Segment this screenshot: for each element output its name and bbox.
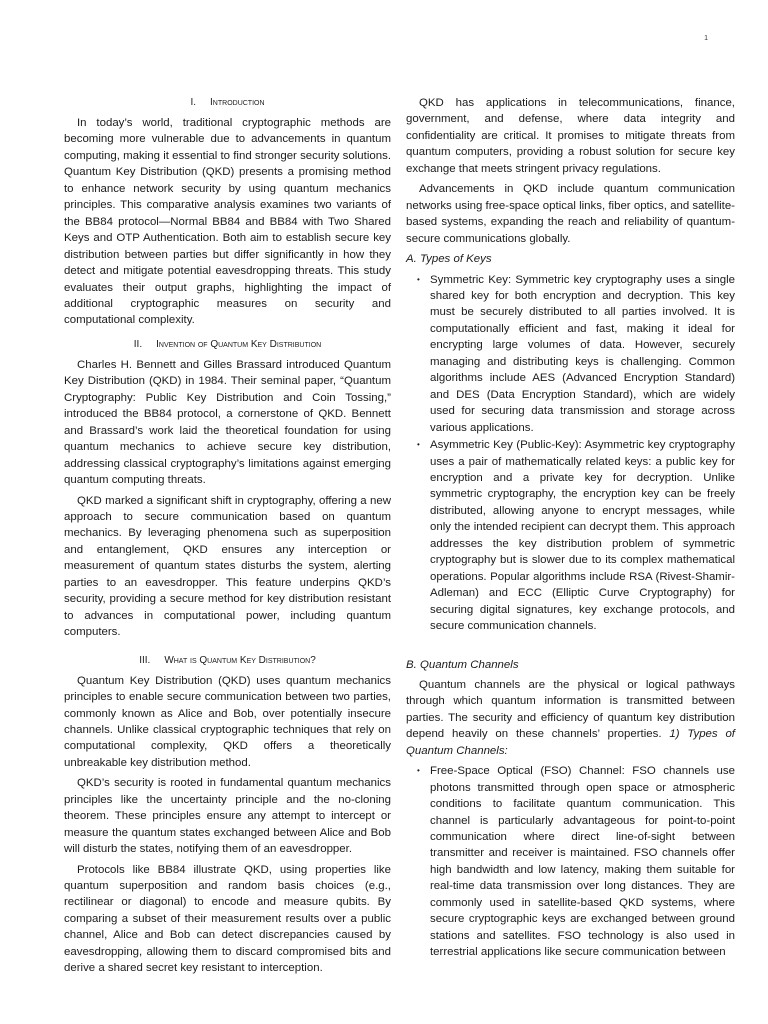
bullet-icon: • bbox=[417, 766, 420, 776]
spacer bbox=[406, 639, 735, 657]
list-item-text: Symmetric Key: Symmetric key cryptography uses a single shared key for both encryption and decryption. This key must be securely distributed to all parties involved. It is computationally efficient and fast, making it ideal for encrypting large volumes of data. However, securely managing and distributing keys is challenging. Common algorithms include AES (Advanced Encryption Standard) and DES (Data Encryption Standard), which are widely used for securing data transmission and storage across various applications. bbox=[430, 273, 735, 434]
bullet-list-keys bbox=[406, 272, 735, 635]
subsection-heading-types-of-keys: A. Types of Keys bbox=[406, 253, 492, 266]
list-item bbox=[406, 763, 735, 960]
paragraph: Protocols like BB84 illustrate QKD, using properties like quantum superposition and random basis choices (e.g., rectilinear or diagonal) to encode and measure qubits. By comparing a subset of their measurement results over a public channel, Alice and Bob can detect discrepancies caused by eavesdropping, allowing them to discard compromised bits and derive a shared secret key resistant to interception. bbox=[64, 863, 391, 975]
bullet-list-channels bbox=[406, 763, 735, 960]
list-item bbox=[406, 272, 735, 437]
list-item-text: Asymmetric Key (Public-Key): Asymmetric key cryptography uses a pair of mathematically related keys: a public key for encryption and a private key for decryption. Unlike symmetric cryptography, the encryption key can be freely distributed, allowing anyone to encrypt messages, while only the intended recipient can decrypt them. This approach addresses the key distribution problem of symmetric cryptography but is slower due to its complex mathematical operations. Popular algorithms include RSA (Rivest-Shamir-Adleman) and ECC (Elliptic Curve Cryptography) for securing digital signatures, key exchange protocols, and secure communication channels. bbox=[430, 439, 735, 633]
page-number: 1 bbox=[704, 35, 708, 42]
paragraph: Quantum Key Distribution (QKD) uses quantum mechanics principles to enable secure communication between two parties, commonly known as Alice and Bob, over potentially insecure channels. Unlike classical cryptographic techniques that rely on computational complexity, QKD offers a theoretically unbreakable key distribution method. bbox=[64, 674, 391, 769]
section-title: What is Quantum Key Distribution? bbox=[164, 654, 316, 666]
section-number: III. bbox=[139, 654, 151, 666]
left-column bbox=[64, 95, 391, 981]
bullet-icon: • bbox=[417, 440, 420, 450]
list-item-text: Free-Space Optical (FSO) Channel: FSO channels use photons transmitted through open space or atmospheric conditions to facilitate quantum communication. This channel is particularly advantageous for point-to-point communication where direct line-of-sight between transmitter and receiver is maintained. FSO channels offer high bandwidth and low latency, making them suitable for real-time data transmission over long distances. They are commonly used in satellite-based QKD systems, where secure cryptographic keys are exchanged between ground stations and satellites. FSO technology is also used in terrestrial applications like secure communication between bbox=[430, 765, 735, 959]
paragraph: Advancements in QKD include quantum communication networks using free-space optical links, fiber optics, and satellite-based systems, expanding the reach and reliability of quantum-secure communications globally. bbox=[406, 183, 735, 245]
section-number: I. bbox=[190, 97, 197, 108]
paragraph: Charles H. Bennett and Gilles Brassard introduced Quantum Key Distribution (QKD) in 1984. Their seminal paper, “Quantum Cryptography: Public Key Distribution and Coin Tossing,” introduced the BB84 protocol, a cornerstone of QKD. Bennett and Brassard’s work laid the theoretical foundation for using quantum mechanics to achieve secure key distribution, addressing classical cryptography’s limitations against emerging quantum computing threats. bbox=[64, 358, 391, 487]
section-heading-invention bbox=[64, 337, 391, 353]
section-number: II. bbox=[133, 338, 143, 350]
paragraph: QKD marked a significant shift in cryptography, offering a new approach to secure communication based on quantum mechanics. By leveraging phenomena such as superposition and entanglement, QKD ensures any interception or measurement of quantum states disturbs the system, alerting parties to an eavesdropper. This feature underpins QKD’s security, providing a secure method for key distribution resistant to advances in computational power, including quantum computers. bbox=[64, 494, 391, 639]
subsection-heading-quantum-channels: B. Quantum Channels bbox=[406, 658, 519, 671]
section-title: Invention of Quantum Key Distribution bbox=[156, 338, 322, 350]
section-heading-what-is-qkd bbox=[64, 653, 391, 669]
paragraph: QKD has applications in telecommunications, finance, government, and defense, where data integrity and confidentiality are critical. It promises to mitigate threats from quantum computers, providing a robust solution for secure key exchange that meets stringent privacy regulations. bbox=[406, 97, 735, 175]
section-title: Introduction bbox=[210, 97, 265, 108]
paragraph: In today’s world, traditional cryptographic methods are becoming more vulnerable due to advancements in quantum computing, making it essential to find stronger security solutions. Quantum Key Distribution (QKD) presents a promising method to enhance network security by using quantum mechanics principles. This comparative analysis examines two variants of the BB84 protocol—Normal BB84 and BB84 with Two Shared Keys and OTP Authentication. Both aim to establish secure key distribution between parties but differ significantly in how they detect and mitigate potential eavesdropping threats. This study evaluates their output graphs, highlighting the impact of additional cryptographic measures on security and computational complexity. bbox=[64, 117, 391, 327]
section-heading-introduction bbox=[64, 95, 391, 111]
paragraph bbox=[406, 677, 735, 759]
paragraph-text: Quantum channels are the physical or logical pathways through which quantum information is transmitted between parties. The security and efficiency of quantum key distribution depend heavily on these channels’ properties. bbox=[406, 678, 735, 741]
list-item bbox=[406, 437, 735, 634]
bullet-icon: • bbox=[417, 274, 420, 284]
paragraph: QKD’s security is rooted in fundamental quantum mechanics principles like the uncertainty principle and the no-cloning theorem. These principles ensure any attempt to intercept or measure the quantum states exchanged between Alice and Bob will disturb the states, notifying them of an eavesdropper. bbox=[64, 777, 391, 856]
subsubsection-heading: 1) Types of Quantum Channels: bbox=[406, 728, 735, 757]
right-column bbox=[406, 95, 735, 965]
